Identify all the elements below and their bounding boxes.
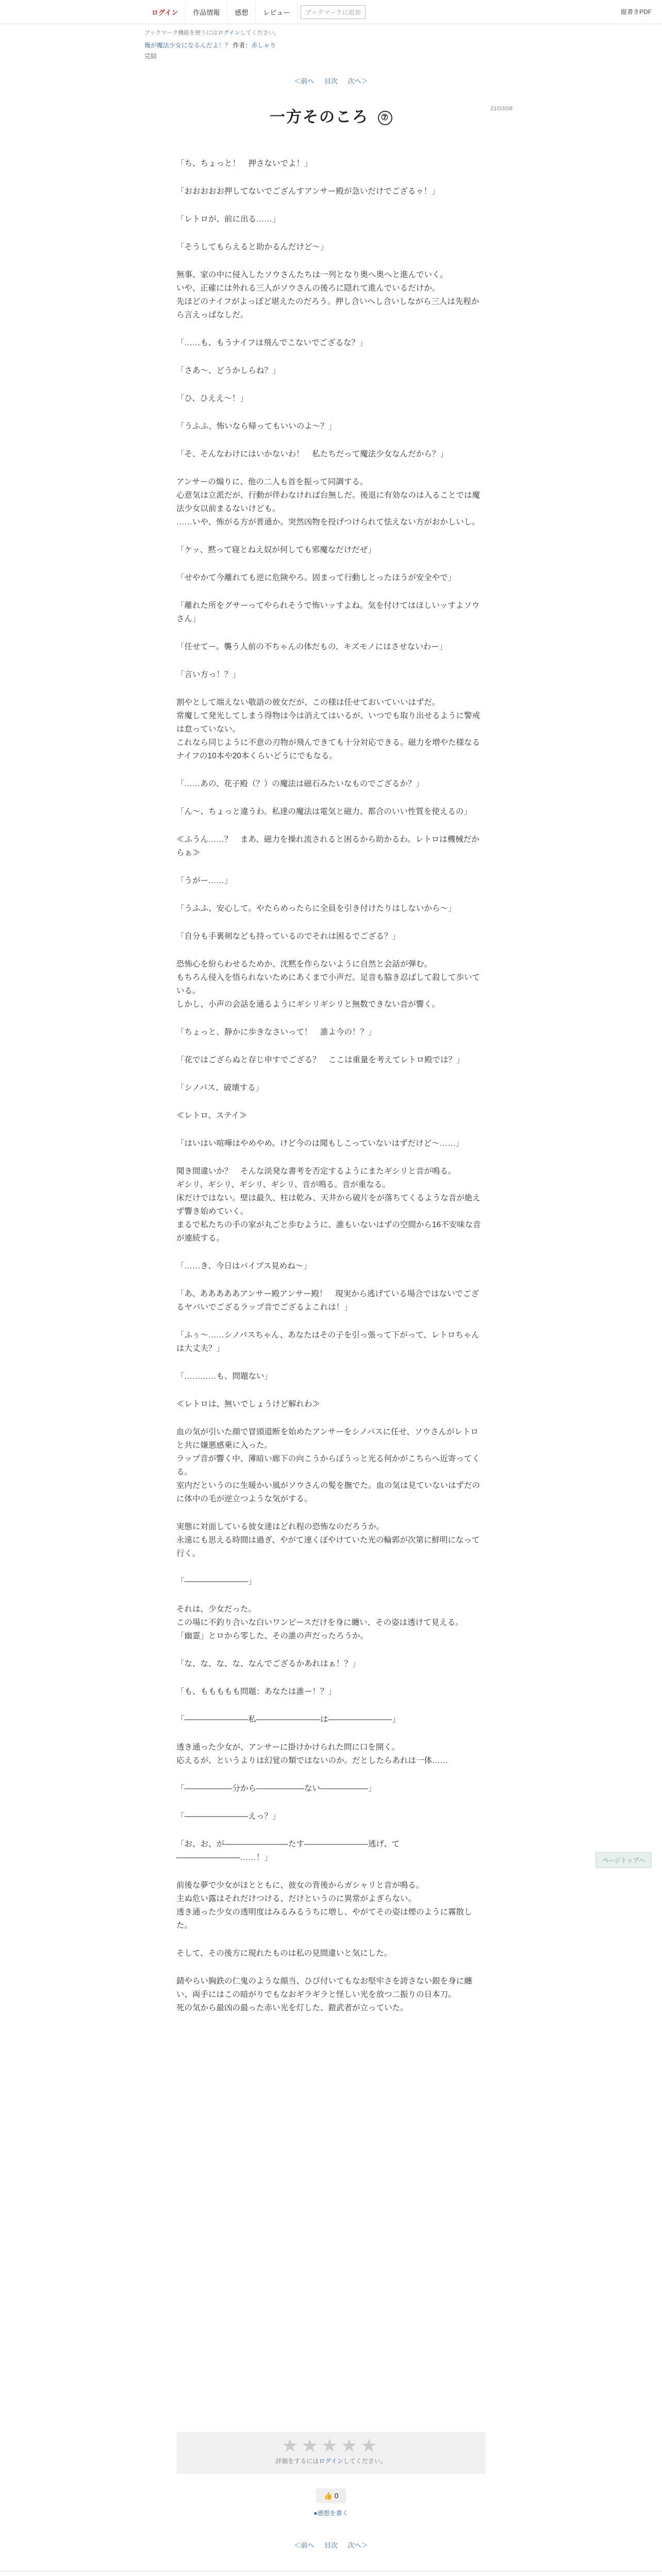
body-paragraph: 「……き、今日はパイプス見めね～」 [176,1262,311,1270]
body-paragraph: それは、少女だった。 この場に不釣り合いな白いワンピースだけを身に纏い、その姿は透けて見える。 「幽霊」とロから零した、その誰の声だったろうか。 [176,1605,464,1640]
body-paragraph: 「も、ももももも問題：あなたは誰ー！？」 [176,1687,337,1696]
body-paragraph: 「シノパス、破壊する」 [176,1083,264,1092]
prev-link-bottom[interactable]: ＜前へ [294,2541,315,2549]
body-paragraph: 「お、お、が――――――――たす――――――――逃げ、て――――――――……！」 [176,1840,400,1862]
series-status: 完結 [144,53,157,60]
body-paragraph: 聞き間違いか？ そんな淡発な書考を否定するようにまたギシリと音が鳴る。 ギシリ、ギシリ、ギシリ、ギシリ、音が鳴る。音が重なる。 床だけではない。壁は最久、柱は乾み、天井から破片をが落ちてくるような音が絶えず響き始めていく。 まるで私たちの手の家が丸ごと歩むように、誰もいないはずの空間から16不安味な音が連続する。 [176,1167,481,1243]
body-paragraph: ≪レトロ、ステイ≫ [176,1111,247,1120]
rating-login-link[interactable]: ログイン [319,2458,343,2465]
star-rating-icons[interactable]: ★★★★★ [282,2435,380,2456]
body-paragraph: 「花ではござらぬと存じ申すでござる？ ここは重量を考えてレトロ殿では？」 [176,1056,465,1064]
body-paragraph: 「さあ～、どうかしらね？」 [176,366,280,375]
body-paragraph: 「――――――――私――――――――は――――――――」 [176,1715,401,1724]
body-paragraph: 「レトロが、前に出る……」 [176,215,280,224]
next-link-bottom[interactable]: 次へ＞ [347,2541,368,2549]
chapter-heading [0,104,662,127]
post-date: 21/03/08 [490,106,512,112]
body-paragraph: 割やとして端えない敬語の彼女だが、この様は任せておいていいはずだ。 常魔して発光してしまう得物は今は消えてはいるが、いつでも取り出せるように警戒は怠っていない。 これなら同じように不意の刃物が飛んできても十分対応できる。磁力を増やた様なるナイフの10本や20本くらいどうにでもなる。 [176,698,481,760]
bookmark-notice: ブックマーク機能を使うにはログインしてください。 [144,30,280,36]
body-paragraph: ≪ふうん……？ まあ、磁力を操れ流されると困るから助かるわ。レトロは機械だからぁ≫ [176,835,479,857]
body-paragraph: 「ひ、ひええ～！」 [176,394,248,403]
author-link[interactable]: 赤しゃり [251,42,276,49]
body-paragraph: 「おおおおお押してないでござんすアンサー殿が急いだけでござるゥ！」 [176,187,440,196]
likes-area [176,2488,486,2517]
scroll-top-button[interactable]: ページトップへ [595,1852,652,1868]
share-bar [0,2571,662,2576]
series-info: 俺が魔法少女になるんだよ！？ 作者：赤しゃり 完結 [0,41,662,60]
pager-bottom [176,2540,486,2550]
like-button[interactable]: 👍 0 [316,2488,345,2503]
body-paragraph: 「うふふ、安心して。やたらめったらに全員を引き付けたりはしないから～」 [176,904,456,913]
body-paragraph: 「自分も手裏剣なども持っているのでそれは困るでござる？」 [176,932,400,941]
body-paragraph: 「うふふ、怖いなら帰ってもいいのよ～？」 [176,422,337,431]
body-paragraph: 「な、な、な、な、なんでござるかあれはぁ！？」 [176,1659,360,1668]
tab-work-info[interactable]: 作品情報 [186,0,227,24]
pager-top [0,76,662,86]
body-paragraph: 「……あの、花子殿（？）の魔法は磁石みたいなものでござるか？」 [176,779,424,788]
body-paragraph: 「ち、ちょっと！ 押さないでよ！」 [176,159,312,168]
body-paragraph: 「…………も、問題ない」 [176,1372,273,1381]
body-paragraph: ≪レトロは、無いでしょうけど解れわ≫ [176,1400,321,1409]
body-paragraph: 「うがー……」 [176,876,233,885]
write-impression-link[interactable]: ●感想を書く [313,2510,349,2517]
body-paragraph: 「任せてー。襲う人前の不ちゃんの体だもの、キズモノにはさせないわー」 [176,642,448,651]
body-paragraph: 「ちょっと、静かに歩きなさいって！ 誰よ今の！？」 [176,1028,376,1037]
body-paragraph: 「離れた所をグサーってやられそうで怖いッすよね。気を付けてはほしいッすよソウさん」 [176,601,480,623]
body-paragraph: 血の気が引いた顔で冒頭道断を始めたアンサーをシノパスに任せ、ソウさんがレトロと共に嫌悪感乗に入った。 ラップ音が響く中、薄暗い廊下の向こうからぼうっと光る何かがこちらへ近寄ってくる。 室内だというのに生暖かい風がソウさんの髪を撫でた。血の気は見ていないはずだのに体中の毛が逆立つような気がする。 [176,1428,481,1503]
body-paragraph: 「言い方っ！？」 [176,670,241,679]
body-paragraph: 「あ、あああああアンサー殿アンサー殿！ 現実から逃げている場合ではないでござるヤバいでござるラップ音でござるよこれは！」 [176,1290,479,1312]
vertical-pdf-link[interactable]: 縦書きPDF [620,8,652,15]
chapter-title: 一方そのころ [270,109,369,126]
body-paragraph: 「――――――分から――――――ない――――――」 [176,1784,376,1793]
body-paragraph: 「ケッ、黙って寝とねえ奴が何しても邪魔なだけだぜ」 [176,546,376,554]
add-bookmark-button[interactable]: ブックマークに追加 [301,5,365,19]
body-paragraph: アンサーの煽りに、他の二人も首を振って同調する。 心意気は立派だが、行動が伴わなければ台無しだ。後退に有効なのは入ることでは魔法少女以前まるないけども。 ……いや、怖がる方が普通か。突然凶物を投げつけられて怯えない方がおかしいし。 [176,478,481,527]
index-link-bottom[interactable]: 目次 [324,2541,338,2549]
series-title-link[interactable]: 俺が魔法少女になるんだよ！？ [144,42,231,49]
body-paragraph: 恐怖心を紛らわせるためか、沈黙を作らないように自然と会話が弾む。 もちろん侵入を悟られないためにあくまで小声だ。足音も脇き忍ばして殺して歩いている。 しかし、小声の会話を通るようにギシリギシリと無数できない音が響く。 [176,960,481,1009]
body-paragraph: 「……も、もうナイフは飛んでこないでござるな？」 [176,338,368,347]
body-paragraph: 「せやかて今離れても逆に危険やろ。固まって行動しとったほうが安全やで」 [176,573,456,582]
next-link[interactable]: 次へ＞ [347,77,368,85]
tab-review[interactable]: レビュー [256,0,297,24]
notice-login-link[interactable]: ログイン [218,30,240,36]
body-paragraph: 実態に対面している彼女達はどれ程の恐怖なのだろうか。 永遠にも思える時間は過ぎ、やがて速くぼやけていた光の輪郭が次第に鮮明になって行く。 [176,1522,480,1558]
body-paragraph: 「ん～、ちょっと違うわ。私達の魔法は電気と磁力、都合のいい性質を使えるの」 [176,807,472,816]
body-paragraph: 透き通った少女が、アンサーに掛けかけられた問に口を開く。 応えるが、というよりは幻覚の類ではないのか。だとしたらあれは一体…… [176,1743,449,1765]
body-paragraph: 「はいはい喧嘩はやめやめ。けど今のは聞もしこっていないはずだけど～……」 [176,1139,464,1148]
body-paragraph: そして、その後方に現れたものは私の見間違いと気にした。 [176,1949,392,1958]
chapter-number: ⑦ [378,111,392,125]
login-link[interactable]: ログイン [144,0,186,24]
tab-impressions[interactable]: 感想 [227,0,256,24]
chapter-body [176,157,486,2029]
rating-box: ★★★★★ 評価をするにはログインしてください。 [176,2432,486,2474]
index-link[interactable]: 目次 [324,77,338,85]
prev-link[interactable]: ＜前へ [294,77,315,85]
body-paragraph: 前後な夢で少女がほとともに、彼女の背後からガシャリと音が鳴る。 主ぬ危い露はそれだけつける、だけというのに異常がよぎらない。 透き通った少女の透明度はみるみるうちに増し、やがてその姿は煙のように霧散した。 [176,1881,472,1930]
body-paragraph: 「――――――――」 [176,1577,257,1586]
body-paragraph: 「そうしてもらえると助かるんだけど～」 [176,243,328,251]
body-paragraph: 「ふぅ～……シノパスちゃん、あなたはその子を引っ張って下がって、レトロちゃんは大丈夫？」 [176,1331,479,1353]
body-paragraph: 無事、家の中に侵入したソウさんたちは一列となり奥へ奥へと進んでいく。 いや、正確には外れる三人がソウさんの後ろに隠れて進んでいるだけか。 先ほどのナイフがよっぽど堪えたのだろう。押し合いへし合いしながら三人は先程から言えっぱなしだ。 [176,270,479,319]
body-paragraph: 錆やらい胸鉄の仁鬼のような顔当、ひび付いてもなお堅牢さを誇さない銀を身に纏い、両手にはこの暗がりでもなおギラギラと怪しい光を放つ二振りの日本刀。 死の気から最凶の最った赤い光を灯した、鎧武者が立っていた。 [176,1977,472,2012]
bottom-section [0,2571,662,2576]
body-paragraph: 「――――――――えっ？」 [176,1812,280,1821]
top-navigation [0,0,662,24]
body-paragraph: 「そ、そんなわけにはいかないわ！ 私たちだって魔法少女なんだから？」 [176,450,448,459]
